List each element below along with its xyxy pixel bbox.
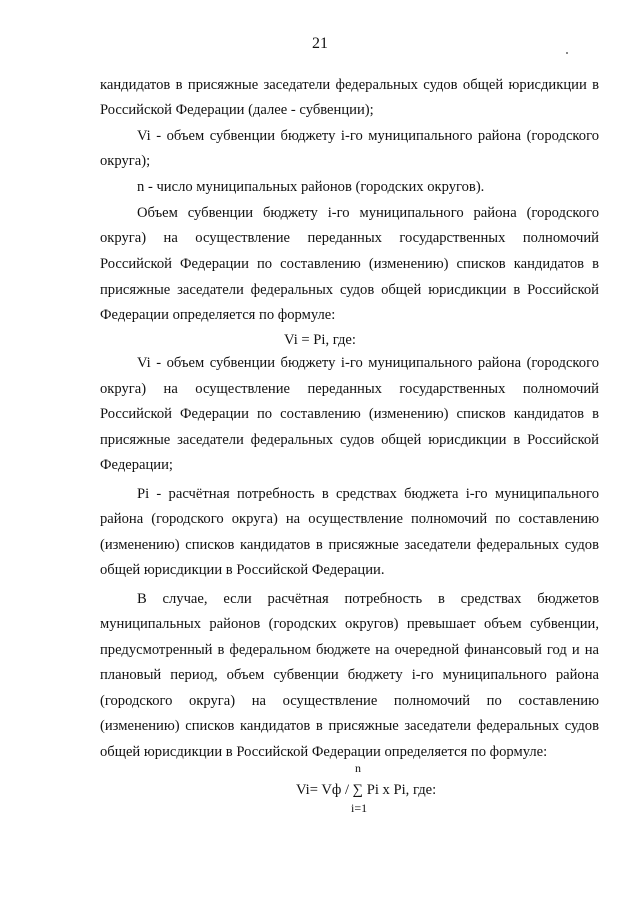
- sum-formula: [0, 762, 640, 822]
- sum-lower-limit: i=1: [351, 801, 368, 815]
- text-line: n - число муниципальных районов (городских округов).: [137, 179, 485, 195]
- text-line: Vi - объем субвенции бюджету i-го муниципального района (городского: [137, 128, 599, 144]
- text-line: Российской Федерации по составлению (изменению) списков кандидатов в: [100, 256, 599, 272]
- text-line: Pi - расчётная потребность в средствах бюджета i-го муниципального: [137, 486, 599, 502]
- text-line: округа);: [100, 153, 151, 169]
- text-line: плановый период, объем субвенции бюджету i-го муниципального района: [100, 667, 599, 683]
- text-line: присяжные заседатели федеральных судов общей юрисдикции в Российской: [100, 282, 599, 298]
- text-line: Российской Федерации по составлению (изменению) списков кандидатов в: [100, 406, 599, 422]
- text-line: округа) на осуществление переданных государственных полномочий: [100, 230, 599, 246]
- sum-formula-expression: Vi= Vф / ∑ Pi x Pi, где:: [296, 782, 437, 798]
- text-line: кандидатов в присяжные заседатели федеральных судов общей юрисдикции в: [100, 77, 599, 93]
- text-line: Федерации определяется по формуле:: [100, 307, 336, 323]
- text-line: предусмотренный в федеральном бюджете на очередной финансовый год и на: [100, 642, 599, 658]
- text-line: присяжные заседатели федеральных судов общей юрисдикции в Российской: [100, 432, 599, 448]
- text-line: (изменению) списков кандидатов в присяжные заседатели федеральных судов: [100, 537, 599, 553]
- text-line: района (городского округа) на осуществление полномочий по составлению: [100, 511, 599, 527]
- text-line: общей юрисдикции в Российской Федерации определяется по формуле:: [100, 744, 548, 760]
- formula-line: Vi = Pi, где:: [284, 332, 356, 348]
- text-line: общей юрисдикции в Российской Федерации.: [100, 562, 385, 578]
- text-line: Российской Федерации (далее - субвенции);: [100, 102, 374, 118]
- text-line: (изменению) списков кандидатов в присяжные заседатели федеральных судов: [100, 718, 599, 734]
- scan-dot: [566, 52, 568, 54]
- text-line: (городского округа) на осуществление полномочий по составлению: [100, 693, 599, 709]
- text-line: муниципальных районов (городских округов) превышает объем субвенции,: [100, 616, 599, 632]
- page-number: 21: [312, 35, 328, 52]
- text-line: Vi - объем субвенции бюджету i-го муниципального района (городского: [137, 355, 599, 371]
- sum-upper-limit: n: [355, 761, 361, 775]
- text-line: Объем субвенции бюджету i-го муниципального района (городского: [137, 205, 599, 221]
- text-line: В случае, если расчётная потребность в средствах бюджетов: [137, 591, 599, 607]
- text-line: Федерации;: [100, 457, 173, 473]
- text-line: округа) на осуществление переданных государственных полномочий: [100, 381, 599, 397]
